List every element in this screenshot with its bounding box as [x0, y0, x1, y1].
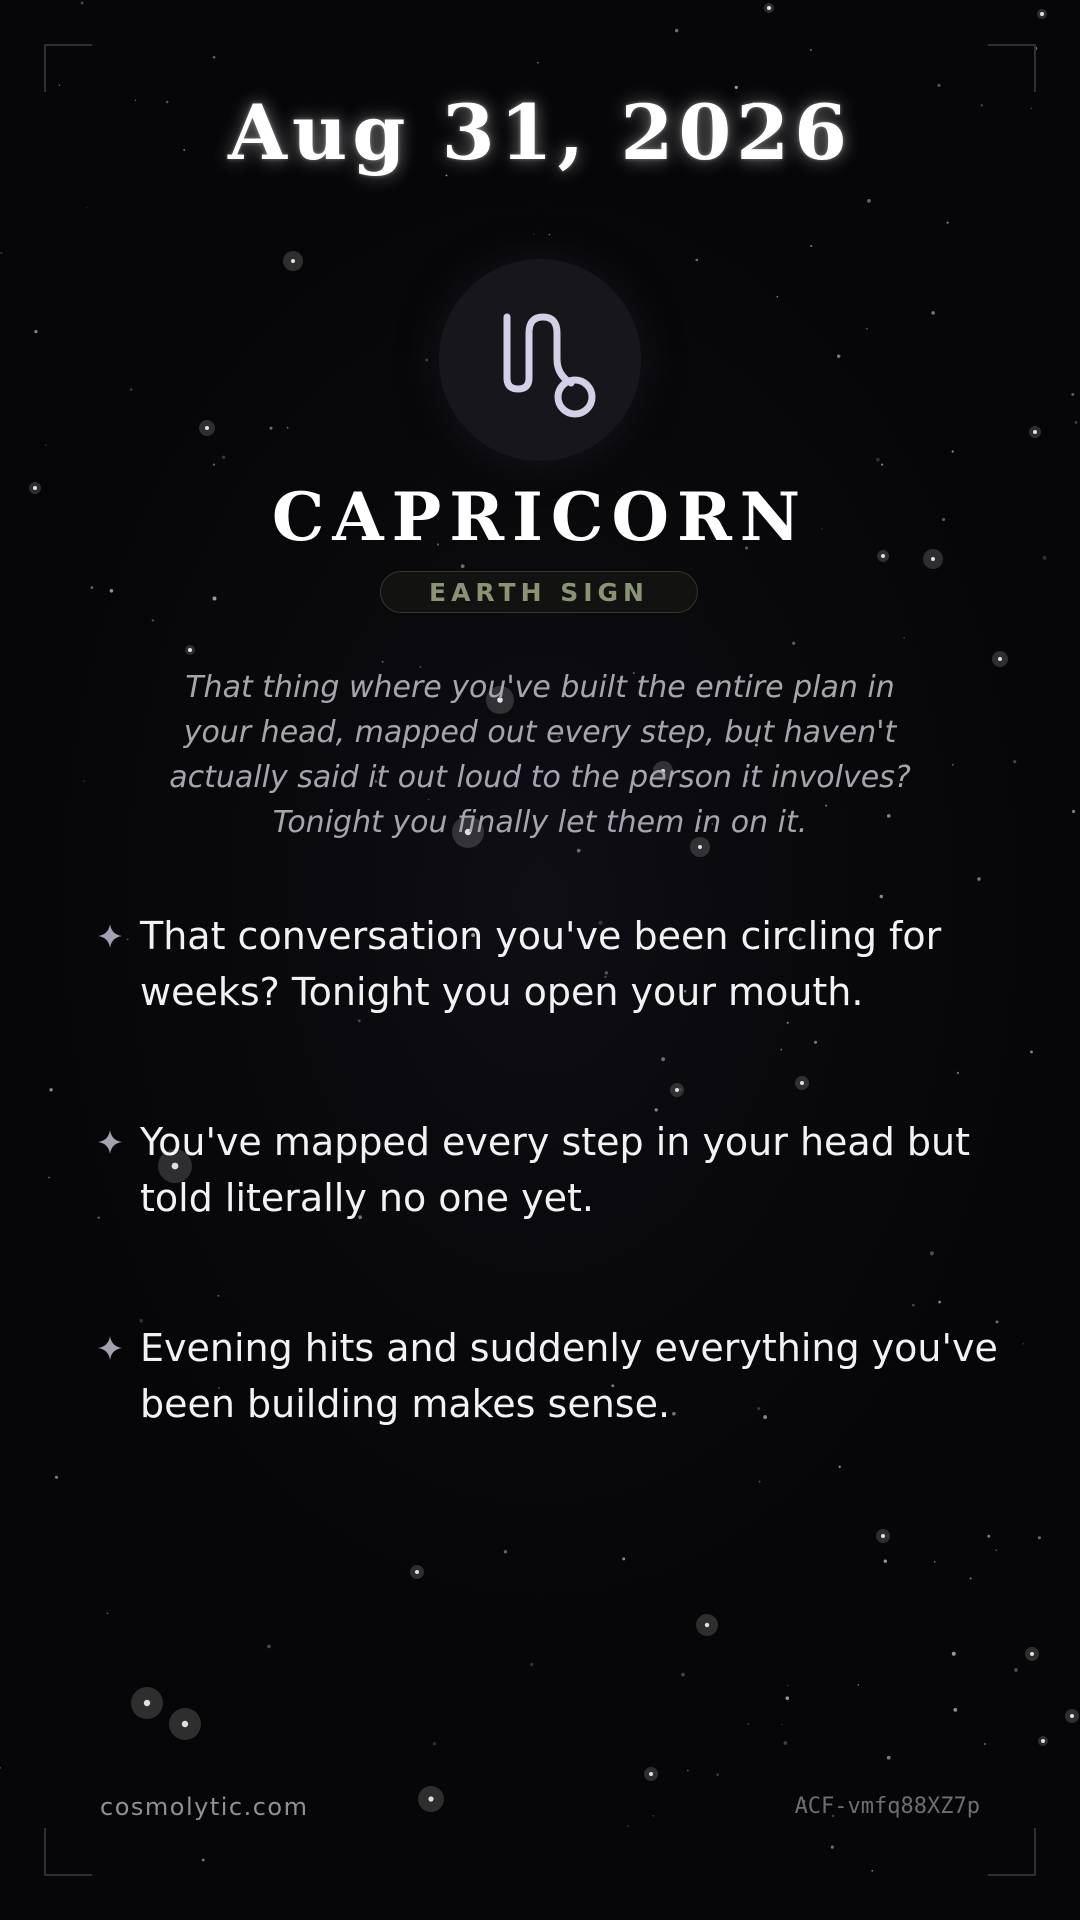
star — [977, 877, 981, 881]
star — [880, 895, 883, 898]
star — [675, 1088, 679, 1092]
tagline-text: That thing where you've built the entire plan in your head, mapped out every step, but haven't actually said it out loud to the person it involves? Tonight you finally let them in on it. — [169, 670, 911, 840]
star — [217, 1295, 219, 1297]
star — [716, 1773, 719, 1776]
star — [627, 1825, 629, 1827]
star — [814, 1041, 817, 1044]
star — [382, 661, 384, 663]
star — [83, 780, 85, 782]
star — [881, 463, 883, 465]
star — [866, 328, 867, 329]
star — [953, 1708, 957, 1712]
star — [903, 637, 905, 639]
star — [998, 657, 1002, 661]
star — [90, 586, 93, 589]
star — [1074, 421, 1077, 424]
star — [533, 233, 534, 234]
corner-frame-bottom-left — [44, 1828, 92, 1876]
sparkle-icon — [96, 1334, 124, 1362]
star — [49, 1088, 52, 1091]
star — [577, 849, 581, 853]
star — [675, 29, 678, 32]
star — [202, 1859, 205, 1862]
star — [213, 597, 217, 601]
star — [937, 84, 940, 87]
star — [1022, 1343, 1024, 1345]
star — [107, 1612, 109, 1614]
sparkle-icon — [96, 1128, 124, 1156]
star — [867, 199, 871, 203]
star — [952, 450, 954, 452]
date-heading: Aug 31, 2026 — [227, 88, 853, 177]
star — [1071, 393, 1074, 396]
star — [931, 311, 935, 315]
star — [970, 1577, 972, 1579]
star — [995, 1549, 997, 1551]
star — [800, 1081, 804, 1085]
element-badge: EARTH SIGN — [380, 571, 698, 613]
star — [655, 1108, 658, 1111]
sign-name: CAPRICORN — [271, 478, 809, 556]
footer-reference-code: ACF-vmfq88XZ7p — [794, 1794, 980, 1819]
star — [0, 252, 2, 254]
star — [1014, 1668, 1018, 1672]
star — [987, 1535, 990, 1538]
star — [930, 1251, 934, 1255]
star — [1038, 1536, 1041, 1539]
star — [415, 1570, 419, 1574]
star — [938, 1301, 941, 1304]
star — [425, 359, 428, 362]
star — [504, 1550, 507, 1553]
star — [537, 62, 539, 64]
star — [887, 1756, 891, 1760]
star — [787, 1022, 789, 1024]
star — [222, 456, 225, 459]
star — [86, 207, 87, 208]
star — [957, 1072, 959, 1074]
bullet-text: Evening hits and suddenly everything you've been building makes sense. — [140, 1326, 998, 1426]
star — [127, 939, 128, 940]
star — [698, 845, 702, 849]
star — [433, 1742, 436, 1745]
star — [549, 234, 551, 236]
star — [287, 427, 289, 429]
star — [810, 49, 812, 51]
star — [428, 1796, 433, 1801]
star — [110, 589, 114, 593]
star — [1041, 1739, 1045, 1743]
star — [831, 1846, 834, 1849]
star — [1013, 760, 1016, 763]
star — [858, 1684, 860, 1686]
star — [947, 222, 949, 224]
sparkle-icon — [96, 922, 124, 950]
star — [952, 764, 954, 766]
star — [55, 1476, 58, 1479]
star — [188, 648, 192, 652]
star — [182, 1721, 188, 1727]
star — [270, 427, 273, 430]
star — [781, 1724, 782, 1725]
star — [622, 1557, 625, 1560]
star — [1070, 1714, 1074, 1718]
star — [144, 1700, 150, 1706]
star — [952, 1652, 956, 1656]
star — [1072, 810, 1075, 813]
star — [1030, 1652, 1034, 1656]
star — [881, 1534, 885, 1538]
star — [767, 6, 771, 10]
star — [0, 1767, 1, 1769]
star — [291, 259, 295, 263]
star — [1043, 556, 1047, 560]
star — [687, 1770, 688, 1771]
star — [784, 1741, 788, 1745]
star — [34, 330, 37, 333]
star — [777, 296, 779, 298]
star — [98, 1217, 100, 1219]
star — [213, 463, 215, 465]
star — [786, 1696, 790, 1700]
star — [530, 1663, 533, 1666]
capricorn-glyph-icon — [439, 259, 641, 461]
star — [661, 1057, 665, 1061]
star — [934, 1561, 936, 1563]
star — [871, 1870, 873, 1872]
star — [649, 1772, 653, 1776]
star — [267, 1645, 270, 1648]
star — [48, 1177, 50, 1179]
star — [205, 426, 209, 430]
star — [837, 354, 840, 357]
star — [780, 1049, 782, 1051]
corner-frame-top-left — [44, 44, 92, 92]
corner-frame-bottom-right — [988, 1828, 1036, 1876]
star — [1040, 12, 1044, 16]
bullet-text: That conversation you've been circling for weeks? Tonight you open your mouth. — [140, 914, 942, 1014]
star — [653, 1815, 655, 1817]
bullet-text: You've mapped every step in your head but told literally no one yet. — [140, 1120, 971, 1220]
star — [759, 1481, 761, 1483]
star — [931, 557, 935, 561]
star — [876, 458, 880, 462]
star — [81, 2, 84, 5]
star — [1030, 1050, 1033, 1053]
star — [792, 642, 795, 645]
star — [787, 1685, 788, 1686]
zodiac-glyph-badge — [439, 259, 641, 461]
footer-site-link[interactable]: cosmolytic.com — [100, 1793, 309, 1821]
star — [681, 1673, 685, 1677]
star — [912, 1304, 915, 1307]
corner-frame-top-right — [988, 44, 1036, 92]
star — [838, 1466, 840, 1468]
star — [1033, 430, 1037, 434]
star — [810, 245, 812, 247]
star — [884, 1560, 887, 1563]
star — [45, 444, 47, 446]
star — [705, 1623, 709, 1627]
star — [461, 564, 465, 568]
star — [984, 1743, 986, 1745]
star — [152, 619, 155, 622]
star — [696, 259, 699, 262]
star — [130, 388, 132, 390]
star — [747, 1723, 749, 1725]
star — [213, 56, 216, 59]
